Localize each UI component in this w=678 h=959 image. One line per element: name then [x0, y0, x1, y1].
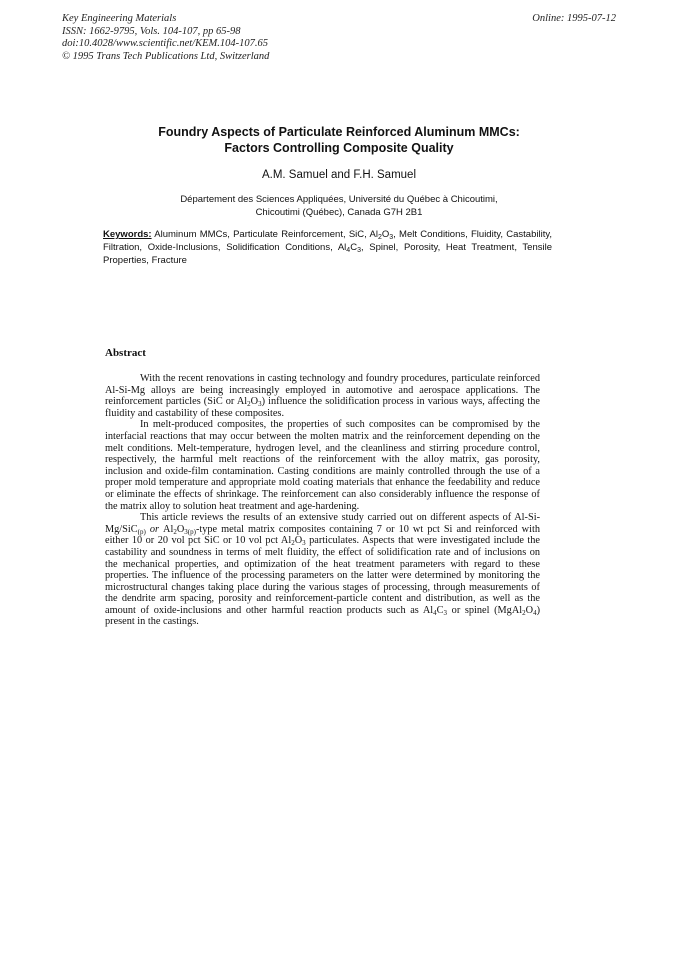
- journal-header: [62, 13, 269, 63]
- text: -type metal matrix composites containing 7 or 10 wt pct Si and reinforced with either 10 or 20 vol pct SiC or 10 vol pct Al: [105, 523, 540, 547]
- text: With the recent renovations in casting technology and foundry procedures, particulate reinforced Al-Si-Mg alloys are being increasingly employed in automotive and aerospace applications. The reinforcement particles (SiC or Al: [105, 373, 540, 408]
- subscript: 3: [357, 247, 361, 254]
- subscript: 2: [522, 608, 526, 617]
- affiliation-line-2: Chicoutimi (Québec), Canada G7H 2B1: [255, 207, 423, 218]
- subscript: 3: [389, 234, 394, 241]
- text: ) present in the castings.: [105, 604, 540, 628]
- subscript: 3: [302, 539, 306, 548]
- journal-name: Key Engineering Materials: [62, 13, 177, 24]
- abstract-paragraph-2: In melt-produced composites, the properties of such composites can be compromised by the interfacial reactions that may occur between the molten matrix and the reinforcement depending on the melt conditions. Melt-temperature, hydrogen level, and the cleanliness and stirring procedure control, respectively, the harmful melt reactions of the reinforcement with the alloy matrix, gas porosity, inclusion and oxide-film contamination. Casting conditions are mainly controlled through the use of a proper mold temperature and appropriate mold coating materials that enhance the feedability and reduce or eliminate the effects of shrinkage. The reinforcement can also considerably influence the response of the matrix alloy to solution heat treatment and age-hardening.: [105, 419, 540, 512]
- affiliation-line-1: Département des Sciences Appliquées, Université du Québec à Chicoutimi,: [180, 194, 498, 205]
- text: particulates. Aspects that were investigated include the castability and soundness in terms of melt fluidity, the effect of solidification rate and of inclusions on the mechanical properties, and optimization of the heat treatment parameters with regard to these properties. The influence of the processing parameters on the latter were determined by monitoring the microstructural changes taking place during the various stages of processing, through measurements of the dendrite arm spacing, porosity and reinforcement-particle content and distribution, as well as the amount of oxide-inclusions and other harmful reaction products such as Al: [105, 535, 541, 616]
- abstract-heading: Abstract: [105, 347, 146, 359]
- keywords-text: , Melt Conditions, Fluidity, Castability, Filtration, Oxide-Inclusions, Solidification Conditions, Al: [103, 229, 553, 253]
- subscript: 4: [533, 608, 537, 617]
- subscript: 3: [258, 400, 262, 409]
- issn-line: ISSN: 1662-9795, Vols. 104-107, pp 65-98: [62, 25, 241, 37]
- affiliation: [0, 193, 678, 219]
- keywords-text: O: [381, 229, 390, 240]
- keywords-text: , Spinel, Porosity, Heat Treatment, Tensile Properties, Fracture: [103, 242, 553, 266]
- text: O: [176, 523, 185, 535]
- text: or spinel (MgAl: [447, 604, 523, 616]
- subscript: 4: [346, 247, 351, 254]
- keywords-label: Keywords:: [103, 229, 152, 240]
- subscript: 2: [377, 234, 382, 241]
- text: O: [525, 604, 534, 616]
- subscript: 4: [433, 608, 437, 617]
- title-line-2: Factors Controlling Composite Quality: [224, 141, 454, 155]
- text: O: [250, 396, 259, 408]
- text: This article reviews the results of an extensive study carried out on different aspects of Al-Si-Mg/SiC: [105, 512, 540, 535]
- authors: A.M. Samuel and F.H. Samuel: [261, 169, 417, 181]
- title-line-1: Foundry Aspects of Particulate Reinforced Aluminum MMCs:: [158, 125, 520, 139]
- keywords-text: C: [350, 242, 358, 253]
- copyright-line: © 1995 Trans Tech Publications Ltd, Switzerland: [62, 50, 270, 62]
- subscript: 2: [247, 400, 251, 409]
- keywords: [103, 228, 552, 267]
- subscript: (p): [137, 527, 146, 536]
- subscript: 3(p): [184, 527, 196, 536]
- online-date: Online: 1995-07-12: [532, 13, 616, 24]
- text: O: [294, 535, 303, 547]
- subscript: 2: [291, 539, 295, 548]
- abstract-body: [105, 373, 540, 628]
- paper-title: [0, 124, 678, 156]
- keywords-text: Aluminum MMCs, Particulate Reinforcement, SiC, Al: [151, 229, 378, 240]
- text: Al: [163, 523, 174, 535]
- subscript: 2: [173, 527, 177, 536]
- abstract-paragraph-1: [105, 373, 540, 419]
- abstract-paragraph-3: [105, 512, 540, 628]
- text: ) influence the solidification process in various ways, affecting the fluidity and castability of these composites.: [105, 396, 540, 419]
- subscript: 3: [443, 608, 448, 617]
- text: C: [436, 604, 444, 616]
- text: or: [145, 523, 164, 535]
- doi-link[interactable]: doi:10.4028/www.scientific.net/KEM.104-107.65: [62, 38, 268, 50]
